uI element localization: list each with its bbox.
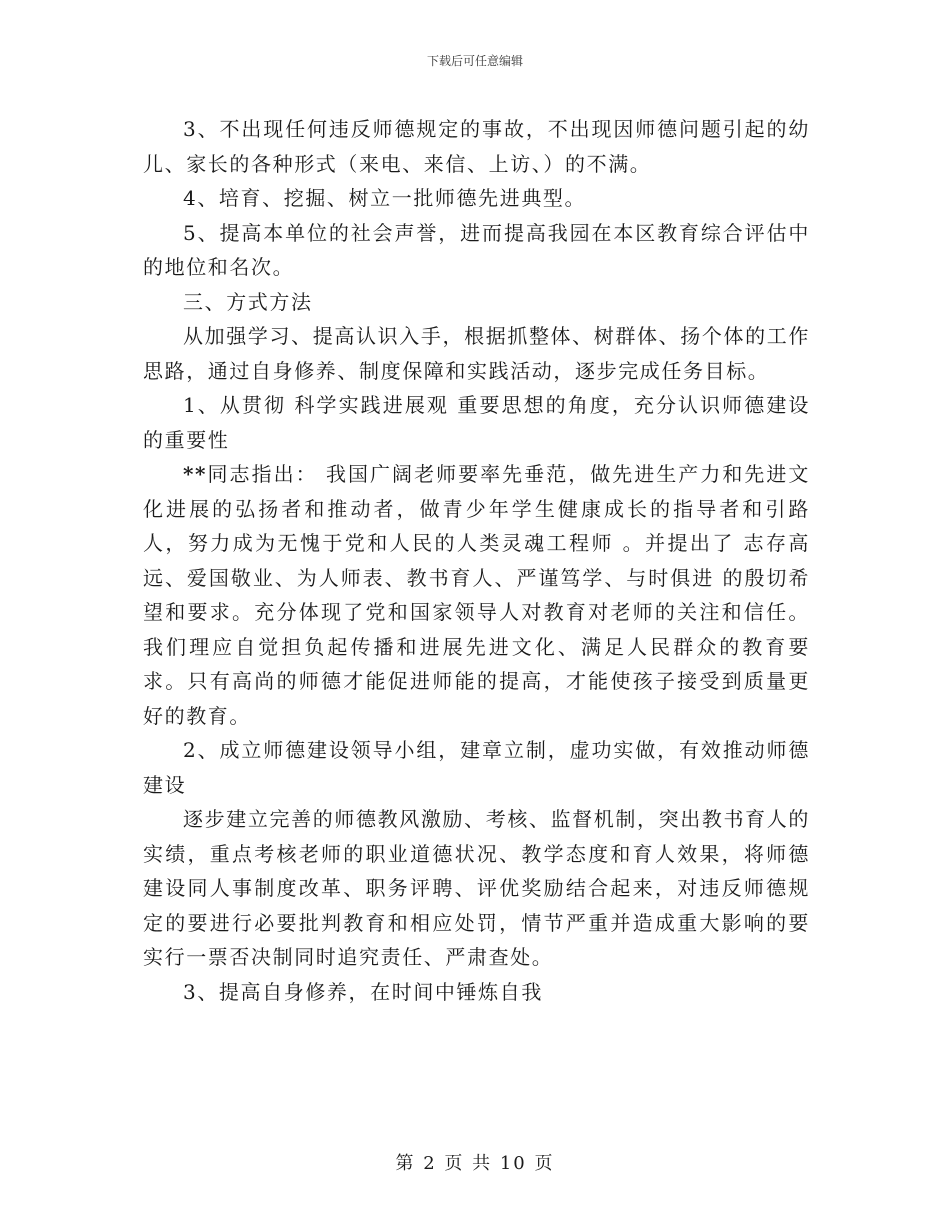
paragraph-goal-4: 4、培育、挖掘、树立一批师德先进典型。 [183, 186, 587, 210]
paragraph-method-3: 3、提高自身修养，在时间中锤炼自我 [183, 979, 543, 1004]
quote-text: 同志指出： 我国广阔老师要率先垂范，做先进生产力和先进文化进展的弘扬者和推动者，做青少年学生健康成长的指导者和引路人，努力成为无愧于党和人民的人类灵魂工程师 。并提出了 志存高远、爱国敬业、为人师表、教书育人、严谨笃学、与时俱进 的殷切希望和要求。充分体现了党和国家领导人对教育对老师的关注和信任。我们理应自觉担负起传播和进展先进文化、满足人民群众的教育要求。只有高尚的师德才能促进师能的提高，才能使孩子接受到质量更好的教育。 [143, 462, 810, 728]
page-header: 下载后可任意编辑 [426, 54, 523, 68]
paragraph-methods-intro: 从加强学习、提高认识入手，根据抓整体、树群体、扬个体的工作思路，通过自身修养、制度保障和实践活动，逐步完成任务目标。 [143, 324, 810, 383]
paragraph-quote [143, 457, 810, 733]
paragraph-goal-3: 3、不出现任何违反师德规定的事故，不出现因师德问题引起的幼儿、家长的各种形式（来电、来信、上访、）的不满。 [143, 117, 810, 176]
paragraph-method-2: 2、成立师德建设领导小组，建章立制，虚功实做，有效推动师德建设 [143, 738, 810, 797]
quote-lead-mark: ** [183, 462, 208, 486]
document-body [143, 112, 810, 1009]
paragraph-method-2-detail: 逐步建立完善的师德教风激励、考核、监督机制，突出教书育人的实绩，重点考核老师的职业道德状况、教学态度和育人效果，将师德建设同人事制度改革、职务评聘、评优奖励结合起来，对违反师德规定的要进行必要批判教育和相应处罚，情节严重并造成重大影响的要实行一票否决制同时追究责任、严肃查处。 [143, 807, 810, 969]
section-heading-methods: 三、方式方法 [183, 289, 313, 314]
page-number-footer: 第 2 页 共 10 页 [395, 1153, 555, 1174]
paragraph-goal-5: 5、提高本单位的社会声誉，进而提高我园在本区教育综合评估中的地位和名次。 [143, 220, 810, 279]
paragraph-method-1: 1、从贯彻 科学实践进展观 重要思想的角度，充分认识师德建设的重要性 [143, 393, 810, 452]
